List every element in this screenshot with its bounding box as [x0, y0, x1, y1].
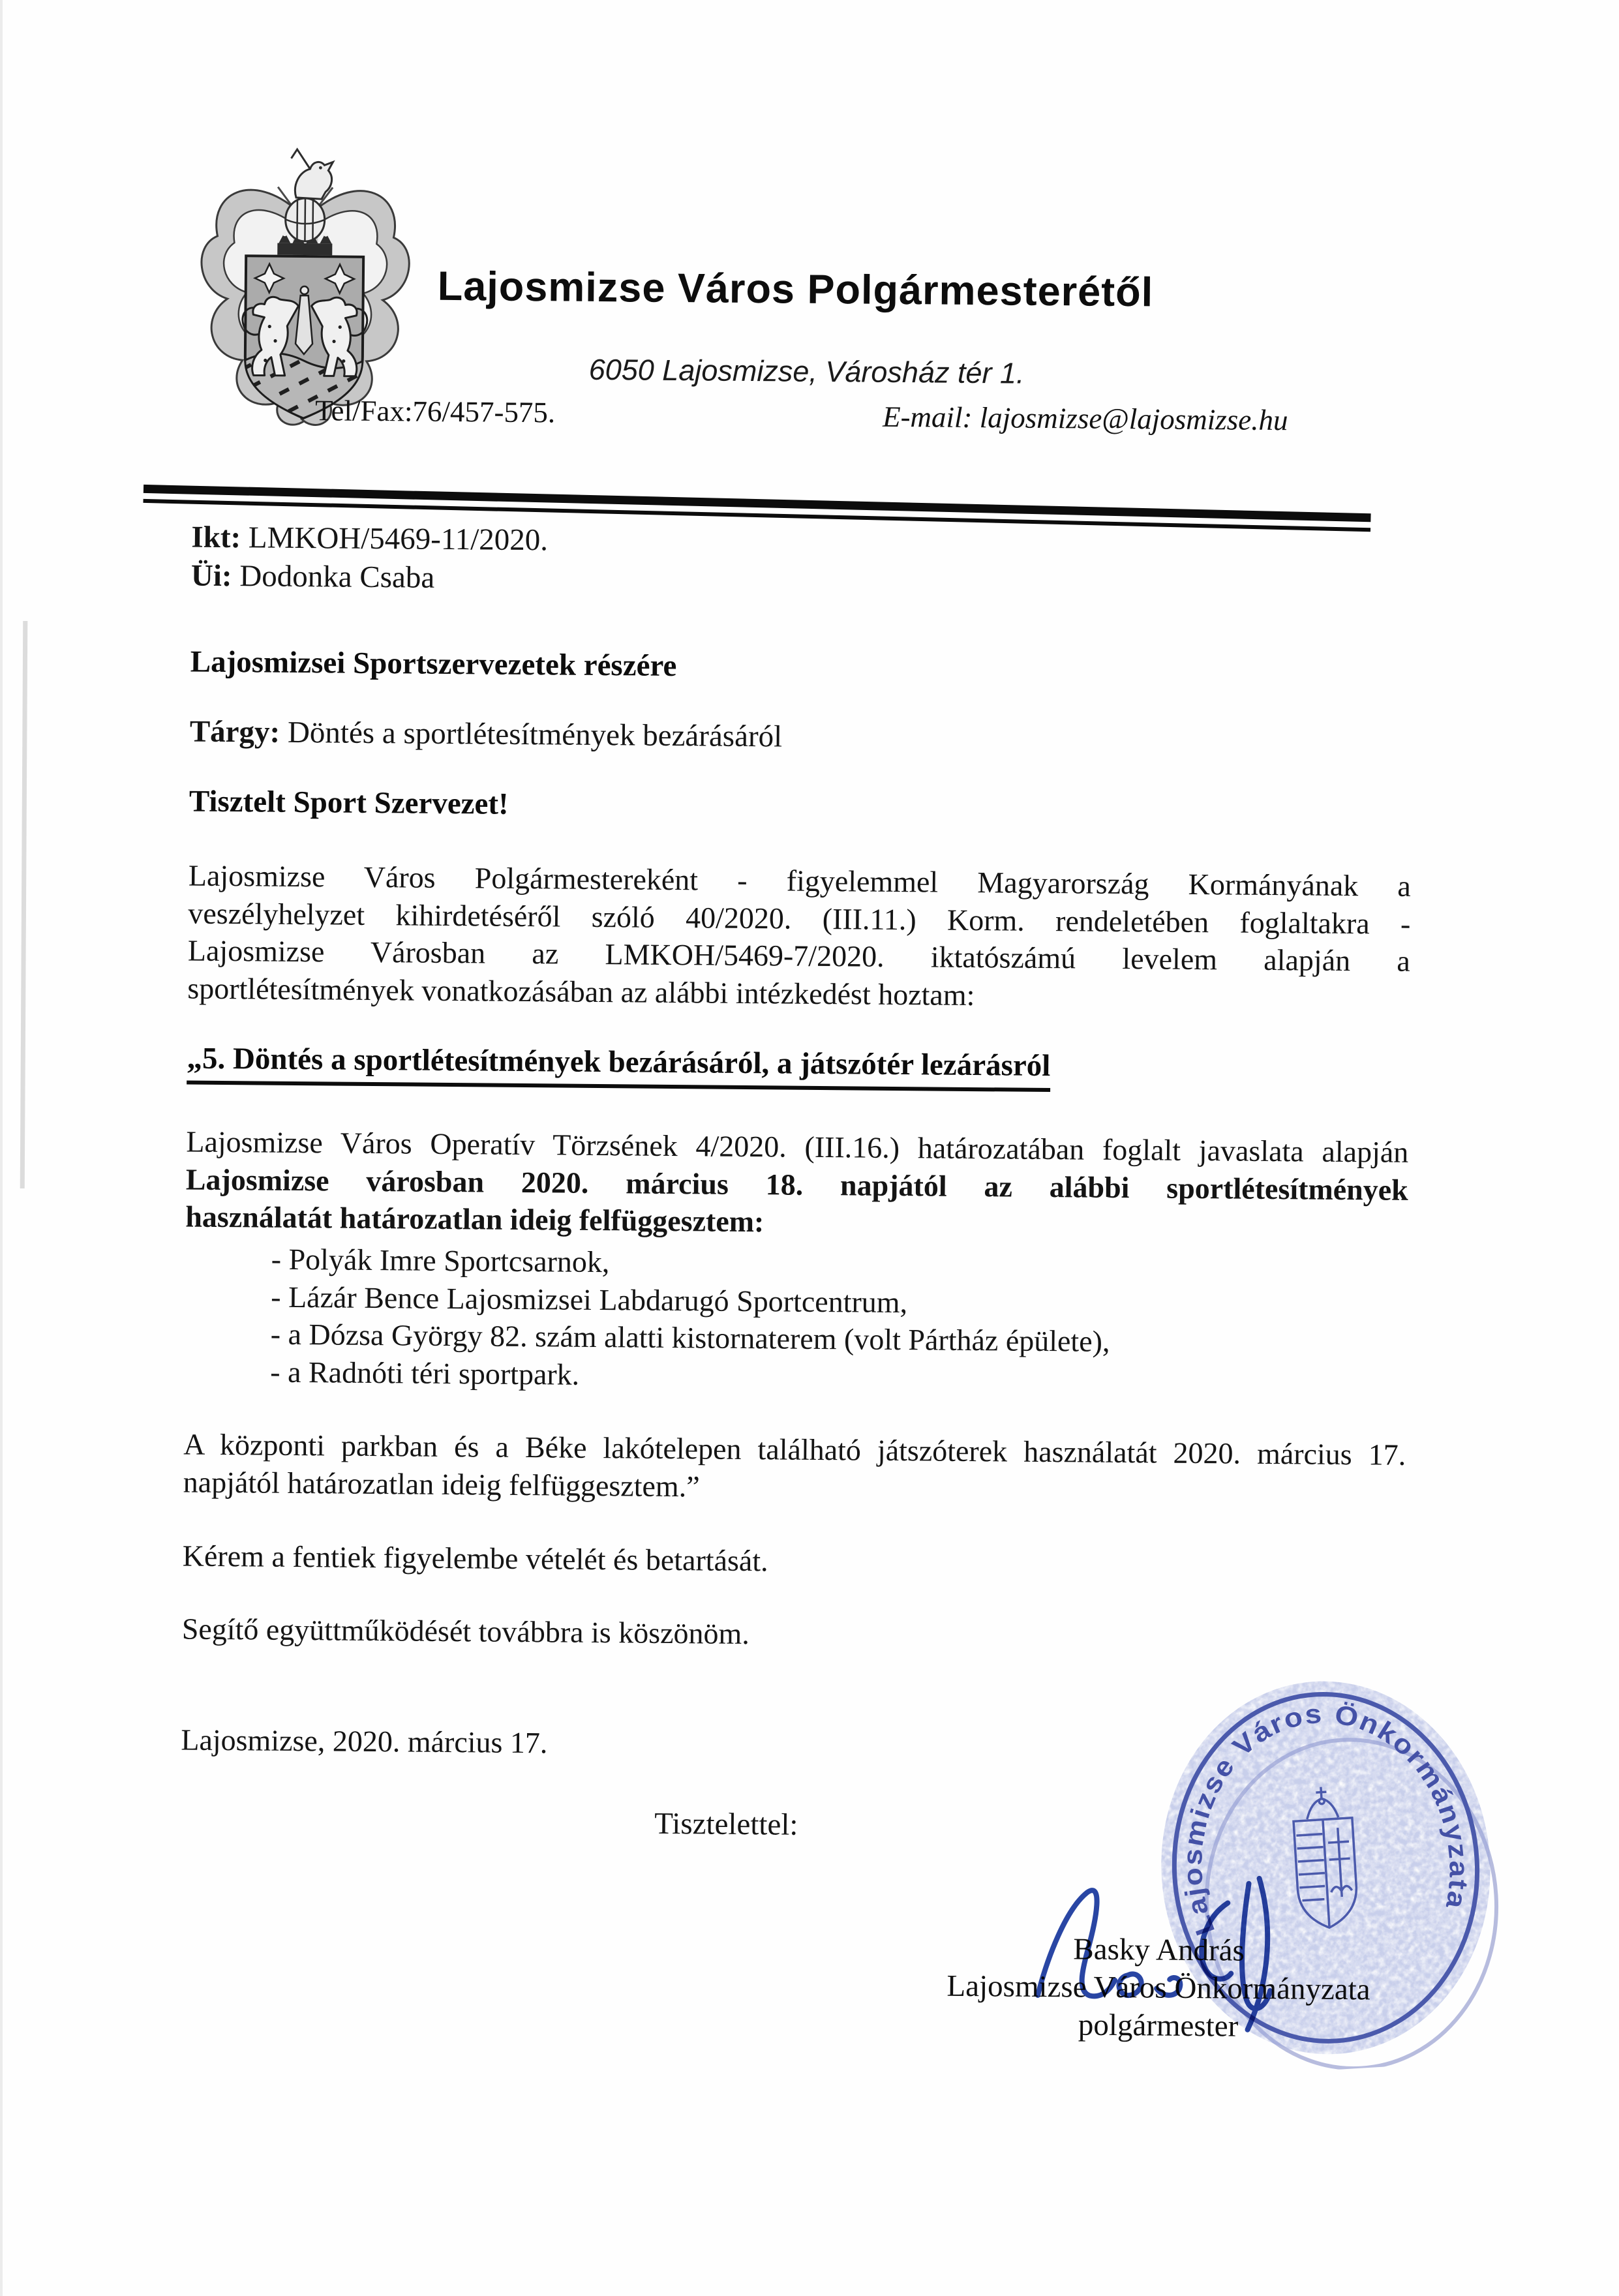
signature-autograph: [1023, 1860, 1306, 2040]
signer-organization: Lajosmizse Város Önkormányzata: [946, 1969, 1370, 2007]
subject-label: Tárgy:: [189, 714, 280, 749]
ref-number-value: LMKOH/5469-11/2020.: [240, 521, 549, 558]
paragraph-line: Lajosmizse városban 2020. március 18. napjától az alábbi sportlétesítmények: [185, 1162, 1409, 1207]
body-paragraph-2: [185, 1123, 1408, 1246]
reference-block: [191, 519, 549, 599]
stamp-text: Lajosmizse Város Önkormányzata: [1177, 1698, 1474, 1940]
body-paragraph-3: [183, 1425, 1406, 1511]
recipient-line: Lajosmizsei Sportszervezetek részére: [190, 644, 677, 684]
paragraph-line: napjától határozatlan ideig felfüggesztem.”: [183, 1464, 700, 1503]
letterhead-address: 6050 Lajosmizse, Városház tér 1.: [588, 352, 1025, 390]
list-item: - a Radnóti téri sportpark.: [270, 1355, 580, 1391]
salutation-line: Tisztelt Sport Szervezet!: [189, 784, 509, 821]
letterhead-telfax: Tel/Fax:76/457-575.: [314, 394, 556, 429]
thanks-line: Segítő együttműködését továbbra is köszönöm.: [181, 1612, 750, 1651]
subject-value: Döntés a sportlétesítmények bezárásáról: [279, 715, 783, 754]
case-officer-label: Üi:: [190, 558, 232, 594]
valediction: Tisztelettel:: [654, 1806, 798, 1842]
letterhead-email: E-mail: lajosmizse@lajosmizse.hu: [882, 400, 1288, 437]
paragraph-line: veszélyhelyzet kihirdetéséről szóló 40/2020. (III.11.) Korm. rendeletében foglaltakra -: [188, 896, 1411, 941]
decision-heading: „5. Döntés a sportlétesítmények bezárásáról, a játszótér lezárásról: [187, 1041, 1050, 1093]
case-officer-line: [191, 557, 548, 599]
signer-name: Basky András: [1073, 1932, 1245, 1968]
ref-number-label: Ikt:: [191, 520, 241, 555]
list-item: - Lázár Bence Lajosmizsei Labdarugó Sportcentrum,: [271, 1280, 908, 1319]
ref-number-line: [191, 519, 548, 560]
letterhead-title: Lajosmizse Város Polgármesterétől: [437, 263, 1154, 316]
closed-facility-list: [270, 1241, 1111, 1398]
list-item: - Polyák Imre Sportcsarnok,: [271, 1242, 610, 1279]
case-officer-value: Dodonka Csaba: [232, 559, 435, 595]
paragraph-line: Lajosmizse Városban az LMKOH/5469-7/2020. iktatószámú levelem alapján a: [187, 933, 1411, 978]
paragraph-line: Lajosmizse Város Operatív Törzsének 4/2020. (III.16.) határozatában foglalt javaslata alapján: [186, 1125, 1409, 1169]
paragraph-line: A központi parkban és a Béke lakótelepen található játszóterek használatát 2020. március 17.: [183, 1427, 1406, 1472]
paragraph-line: Lajosmizse Város Polgármestereként - figyelemmel Magyarország Kormányának a: [188, 858, 1412, 903]
date-line: Lajosmizse, 2020. március 17.: [181, 1723, 548, 1760]
body-paragraph-1: [187, 857, 1411, 1018]
list-item: - a Dózsa György 82. szám alatti kistornaterem (volt Pártház épülete),: [270, 1317, 1110, 1358]
paragraph-line: használatát határozatlan ideig felfüggesztem:: [185, 1200, 764, 1239]
subject-line: [190, 714, 783, 755]
request-line: Kérem a fentiek figyelembe vételét és betartását.: [182, 1539, 768, 1578]
signer-title: polgármester: [1078, 2008, 1239, 2044]
paragraph-line: sportlétesítmények vonatkozásában az alábbi intézkedést hoztam:: [187, 971, 975, 1012]
